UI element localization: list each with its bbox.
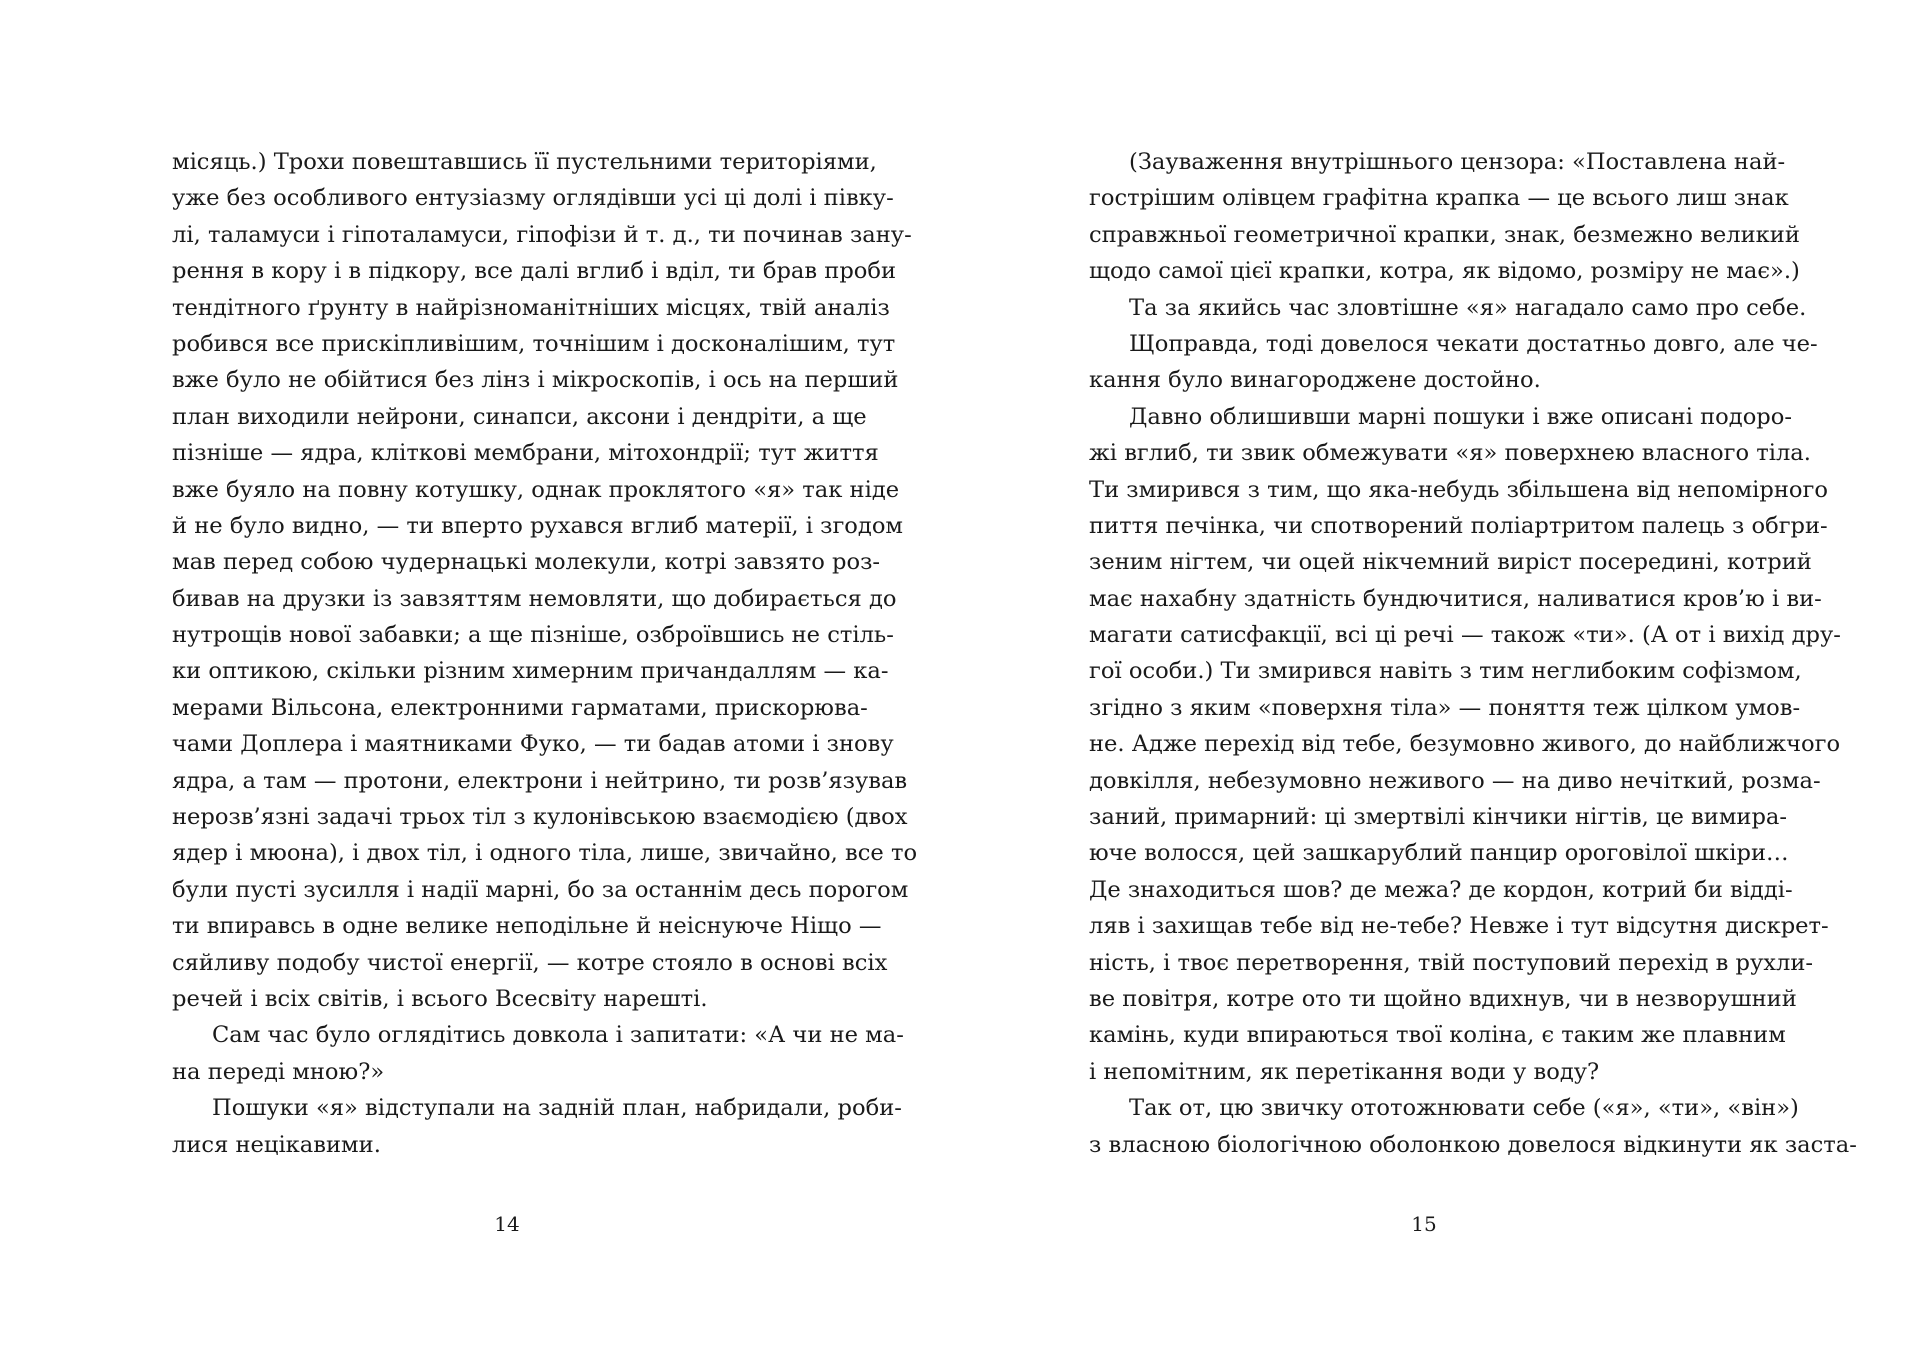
text-line: нутрощів нової забавки; а ще пізніше, озброївшись не стіль- [172,622,894,649]
text-line: згідно з яким «поверхня тіла» — поняття теж цілком умов- [1089,694,1801,721]
right-page-text [1089,144,1857,1163]
text-line: ність, і твоє перетворення, твій поступовий перехід в рухли- [1089,949,1814,976]
text-line: місяць.) Трохи повештавшись її пустельними територіями, [172,149,877,175]
page-number-left: 14 [494,1212,520,1236]
text-line: вже буяло на повну котушку, однак проклятого «я» так ніде [172,476,900,503]
text-line: пиття печінка, чи спотворений поліартритом палець з обгри- [1089,512,1828,539]
text-line: ки оптикою, скільки різним химерним причандаллям — ка- [172,658,889,685]
text-line: тендітного ґрунту в найрізноманітніших місцях, твій аналіз [172,294,890,321]
text-line: заний, примарний: ці змертвілі кінчики нігтів, це вимира- [1089,804,1788,831]
text-line: ти впиравсь в одне велике неподільне й неіснуюче Ніщо — [172,913,882,940]
text-line: сяйливу подобу чистої енергії, — котре стояло в основі всіх [172,949,888,976]
left-page-text [172,144,918,1163]
text-line: не. Адже перехід від тебе, безумовно живого, до найближчого [1089,731,1841,758]
text-line: Щоправда, тоді довелося чекати достатньо довго, але че- [1129,330,1818,357]
text-line: Де знаходиться шов? де межа? де кордон, котрий би відді- [1089,876,1793,903]
text-line: уже без особливого ентузіазму оглядівши усі ці долі і півку- [172,185,894,212]
text-line: камінь, куди впираються твої коліна, є таким же плавним [1089,1022,1786,1049]
text-line: бивав на друзки із завзяттям немовляти, що добирається до [172,585,897,612]
text-line: жі вглиб, ти звик обмежувати «я» поверхнею власного тіла. [1089,440,1811,467]
text-line: ве повітря, котре ото ти щойно вдихнув, чи в незворушний [1089,985,1797,1012]
text-line: юче волосся, цей зашкарублий панцир ороговілої шкіри… [1089,840,1789,867]
text-line: пізніше — ядра, кліткові мембрани, мітохондрії; тут життя [172,440,879,467]
text-line: були пусті зусилля і надії марні, бо за останнім десь порогом [172,876,909,903]
text-line: лі, таламуси і гіпоталамуси, гіпофізи й т. д., ти починав зану- [172,221,912,248]
text-line: Пошуки «я» відступали на задній план, набридали, роби- [212,1095,902,1122]
text-line: план виходили нейрони, синапси, аксони і дендріти, а ще [172,403,867,430]
text-line: щодо самої цієї крапки, котра, як відомо, розміру не має».) [1089,258,1800,285]
text-line: має нахабну здатність бундючитися, наливатися кров’ю і ви- [1089,585,1822,612]
page-number-right: 15 [1411,1212,1437,1236]
text-line: й не було видно, — ти вперто рухався вглиб матерії, і згодом [172,512,903,539]
text-line: гої особи.) Ти змирився навіть з тим неглибоким софізмом, [1089,658,1802,685]
text-line: лися нецікавими. [172,1131,381,1158]
text-line: Та за якийсь час зловтішне «я» нагадало само про себе. [1129,294,1807,321]
text-line: Так от, цю звичку ототожнювати себе («я», «ти», «він») [1129,1095,1799,1122]
text-line: справжньої геометричної крапки, знак, безмежно великий [1089,221,1800,248]
text-line: робився все прискіпливішим, точнішим і досконалішим, тут [172,330,896,357]
text-line: нерозв’язні задачі трьох тіл з кулонівською взаємодією (двох [172,804,908,831]
text-line: ляв і захищав тебе від не-тебе? Невже і тут відсутня дискрет- [1089,913,1829,940]
text-line: (Зауваження внутрішнього цензора: «Поставлена най- [1129,149,1786,175]
text-line: речей і всіх світів, і всього Всесвіту нарешті. [172,985,708,1012]
text-line: Сам час було оглядітись довкола і запитати: «А чи не ма- [212,1022,904,1049]
text-line: гострішим олівцем графітна крапка — це всього лиш знак [1089,185,1789,212]
text-line: довкілля, небезумовно неживого — на диво нечіткий, розма- [1089,767,1821,794]
text-line: вже було не обійтися без лінз і мікроскопів, і ось на перший [172,367,899,394]
text-line: на переді мною?» [172,1058,385,1085]
text-line: ядер і мюона), і двох тіл, і одного тіла, лише, звичайно, все то [172,840,918,867]
text-line: ядра, а там — протони, електрони і нейтрино, ти розв’язував [172,767,908,794]
text-line: мерами Вільсона, електронними гарматами, прискорюва- [172,694,868,721]
text-line: магати сатисфакції, всі ці речі — також «ти». (А от і вихід дру- [1089,622,1841,649]
text-line: чами Доплера і маятниками Фуко, — ти бадав атоми і знову [172,731,894,758]
text-line: Давно облишивши марні пошуки і вже описані подоро- [1129,403,1792,430]
text-line: мав перед собою чудернацькі молекули, котрі завзято роз- [172,549,881,576]
text-line: кання було винагороджене достойно. [1089,367,1541,394]
text-line: і непомітним, як перетікання води у воду? [1089,1058,1600,1085]
text-line: з власною біологічною оболонкою довелося відкинути як заста- [1089,1131,1857,1158]
text-line: Ти змирився з тим, що яка-небудь збільшена від непомірного [1089,476,1828,503]
text-line: зеним нігтем, чи оцей нікчемний виріст посередині, котрий [1089,549,1812,576]
text-line: рення в кору і в підкору, все далі вглиб і вділ, ти брав проби [172,258,897,285]
